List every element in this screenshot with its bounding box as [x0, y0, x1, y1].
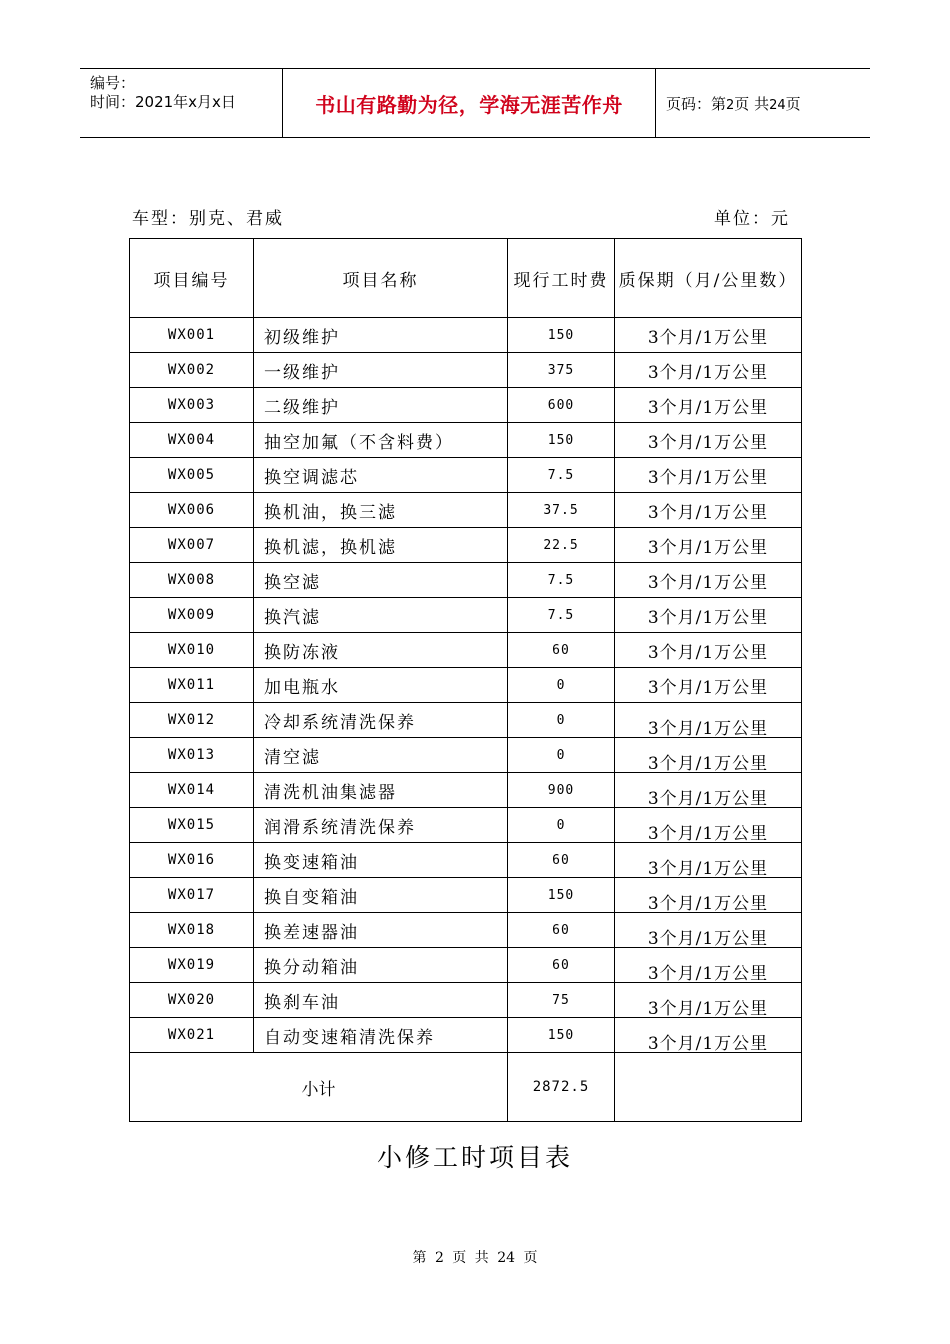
item-code-cell: WX021: [130, 1018, 254, 1053]
item-code-cell: WX001: [130, 318, 254, 353]
labor-fee-cell: 600: [508, 388, 615, 423]
header-info-cell: [80, 69, 283, 137]
warranty-cell: 3个月/1万公里: [615, 388, 802, 423]
item-name-cell: 换空调滤芯: [254, 458, 508, 493]
item-name-cell: 二级维护: [254, 388, 508, 423]
item-code-cell: WX017: [130, 878, 254, 913]
warranty-cell: 3个月/1万公里: [615, 528, 802, 563]
warranty-cell: 3个月/1万公里: [615, 633, 802, 668]
table-body: [130, 318, 802, 1053]
warranty-cell: 3个月/1万公里: [615, 983, 802, 1018]
table-row: [130, 878, 802, 913]
header-page-cell: [656, 69, 870, 137]
warranty-cell: 3个月/1万公里: [615, 703, 802, 738]
item-name-cell: 冷却系统清洗保养: [254, 703, 508, 738]
item-code-cell: WX008: [130, 563, 254, 598]
table-row: [130, 983, 802, 1018]
warranty-cell: 3个月/1万公里: [615, 423, 802, 458]
subtotal-value: 2872.5: [508, 1053, 615, 1122]
item-name-cell: 换分动箱油: [254, 948, 508, 983]
item-code-cell: WX003: [130, 388, 254, 423]
subtotal-empty-cell: [615, 1053, 802, 1122]
document-number-label: 编号：: [90, 74, 136, 92]
item-name-cell: 加电瓶水: [254, 668, 508, 703]
labor-fee-cell: 37.5: [508, 493, 615, 528]
subtotal-row: [130, 1053, 802, 1122]
item-code-cell: WX015: [130, 808, 254, 843]
item-name-cell: 换变速箱油: [254, 843, 508, 878]
item-code-cell: WX019: [130, 948, 254, 983]
warranty-cell: 3个月/1万公里: [615, 738, 802, 773]
item-name-cell: 换空滤: [254, 563, 508, 598]
subtotal-label: 小计: [130, 1053, 508, 1122]
item-code-cell: WX013: [130, 738, 254, 773]
table-row: [130, 668, 802, 703]
table-row: [130, 773, 802, 808]
labor-hours-table: [129, 238, 802, 1122]
labor-fee-cell: 0: [508, 808, 615, 843]
warranty-cell: 3个月/1万公里: [615, 913, 802, 948]
item-name-cell: 抽空加氟（不含料费）: [254, 423, 508, 458]
warranty-cell: 3个月/1万公里: [615, 493, 802, 528]
item-name-cell: 清空滤: [254, 738, 508, 773]
document-header: [80, 68, 870, 138]
labor-fee-cell: 60: [508, 633, 615, 668]
item-name-cell: 换自变箱油: [254, 878, 508, 913]
table-row: [130, 353, 802, 388]
item-name-cell: 初级维护: [254, 318, 508, 353]
labor-fee-cell: 7.5: [508, 563, 615, 598]
page-footer: 第 2 页 共 24 页: [412, 1250, 538, 1266]
item-name-cell: 换刹车油: [254, 983, 508, 1018]
warranty-cell: 3个月/1万公里: [615, 563, 802, 598]
item-code-cell: WX010: [130, 633, 254, 668]
labor-fee-cell: 900: [508, 773, 615, 808]
item-name-cell: 一级维护: [254, 353, 508, 388]
item-code-cell: WX011: [130, 668, 254, 703]
table-row: [130, 388, 802, 423]
warranty-cell: 3个月/1万公里: [615, 318, 802, 353]
labor-fee-cell: 7.5: [508, 598, 615, 633]
item-code-cell: WX006: [130, 493, 254, 528]
table-row: [130, 458, 802, 493]
item-name-cell: 换机滤，换机滤: [254, 528, 508, 563]
item-code-cell: WX014: [130, 773, 254, 808]
warranty-cell: 3个月/1万公里: [615, 948, 802, 983]
warranty-cell: 3个月/1万公里: [615, 843, 802, 878]
table-row: [130, 808, 802, 843]
table-row: [130, 563, 802, 598]
labor-fee-cell: 75: [508, 983, 615, 1018]
table-row: [130, 493, 802, 528]
labor-fee-cell: 60: [508, 913, 615, 948]
table-row: [130, 318, 802, 353]
warranty-cell: 3个月/1万公里: [615, 668, 802, 703]
table-row: [130, 423, 802, 458]
item-code-cell: WX007: [130, 528, 254, 563]
table-row: [130, 913, 802, 948]
item-code-cell: WX005: [130, 458, 254, 493]
column-header-name: 项目名称: [254, 239, 508, 318]
item-code-cell: WX018: [130, 913, 254, 948]
warranty-cell: 3个月/1万公里: [615, 773, 802, 808]
table-row: [130, 528, 802, 563]
header-motto-cell: [283, 69, 656, 137]
table-row: [130, 633, 802, 668]
warranty-cell: 3个月/1万公里: [615, 598, 802, 633]
item-name-cell: 自动变速箱清洗保养: [254, 1018, 508, 1053]
labor-fee-cell: 7.5: [508, 458, 615, 493]
item-code-cell: WX012: [130, 703, 254, 738]
column-header-warranty: 质保期（月/公里数）: [615, 239, 802, 318]
item-name-cell: 换防冻液: [254, 633, 508, 668]
warranty-cell: 3个月/1万公里: [615, 808, 802, 843]
table-row: [130, 948, 802, 983]
item-code-cell: WX009: [130, 598, 254, 633]
table-header-row: [130, 239, 802, 318]
vehicle-model: 车型：别克、君威: [132, 209, 284, 229]
labor-fee-cell: 150: [508, 423, 615, 458]
document-time-label: 时间：2021年x月x日: [90, 93, 236, 111]
item-name-cell: 换差速器油: [254, 913, 508, 948]
page-indicator: 页码：第2页 共24页: [666, 94, 801, 113]
table-row: [130, 738, 802, 773]
warranty-cell: 3个月/1万公里: [615, 458, 802, 493]
labor-fee-cell: 60: [508, 843, 615, 878]
warranty-cell: 3个月/1万公里: [615, 1018, 802, 1053]
table-caption: 小修工时项目表: [376, 1143, 573, 1172]
warranty-cell: 3个月/1万公里: [615, 353, 802, 388]
item-code-cell: WX016: [130, 843, 254, 878]
column-header-code: 项目编号: [130, 239, 254, 318]
item-code-cell: WX002: [130, 353, 254, 388]
currency-unit: 单位：元: [714, 209, 790, 229]
motto-text: 书山有路勤为径，学海无涯苦作舟: [315, 92, 623, 117]
column-header-fee: 现行工时费: [508, 239, 615, 318]
item-name-cell: 润滑系统清洗保养: [254, 808, 508, 843]
table-row: [130, 703, 802, 738]
labor-fee-cell: 60: [508, 948, 615, 983]
labor-fee-cell: 22.5: [508, 528, 615, 563]
labor-fee-cell: 150: [508, 318, 615, 353]
item-name-cell: 换机油，换三滤: [254, 493, 508, 528]
warranty-cell: 3个月/1万公里: [615, 878, 802, 913]
labor-fee-cell: 150: [508, 878, 615, 913]
item-name-cell: 清洗机油集滤器: [254, 773, 508, 808]
labor-fee-cell: 375: [508, 353, 615, 388]
labor-fee-cell: 0: [508, 703, 615, 738]
labor-fee-cell: 150: [508, 1018, 615, 1053]
labor-fee-cell: 0: [508, 738, 615, 773]
item-code-cell: WX020: [130, 983, 254, 1018]
item-name-cell: 换汽滤: [254, 598, 508, 633]
table-row: [130, 598, 802, 633]
table-row: [130, 843, 802, 878]
labor-fee-cell: 0: [508, 668, 615, 703]
item-code-cell: WX004: [130, 423, 254, 458]
table-row: [130, 1018, 802, 1053]
